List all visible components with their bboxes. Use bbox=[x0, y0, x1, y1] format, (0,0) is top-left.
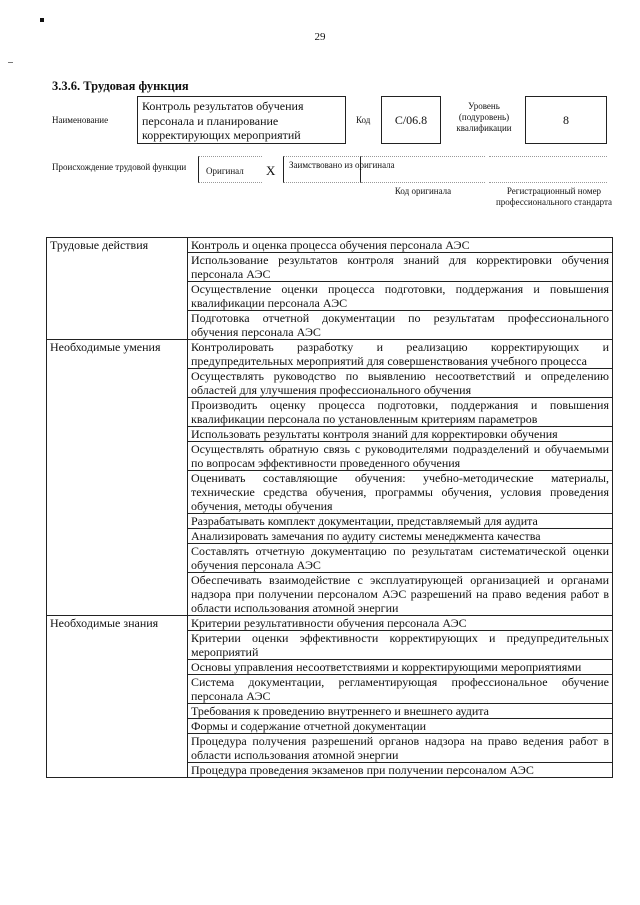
section-category: Трудовые действия bbox=[47, 238, 188, 340]
name-label: Наименование bbox=[52, 115, 109, 125]
corner-mark bbox=[40, 18, 44, 22]
section-title: 3.3.6. Трудовая функция bbox=[52, 79, 189, 93]
function-table bbox=[46, 237, 613, 778]
section-category: Необходимые умения bbox=[47, 340, 188, 616]
margin-tick bbox=[8, 62, 13, 63]
table-item: Процедура проведения экзаменов при получении персоналом АЭС bbox=[188, 763, 613, 778]
origin-label: Происхождение трудовой функции bbox=[52, 162, 187, 172]
page-number: 29 bbox=[314, 31, 326, 43]
code-label: Код bbox=[356, 115, 371, 125]
table-item: Формы и содержание отчетной документации bbox=[188, 719, 613, 734]
table-item: Процедура получения разрешений органов надзора на право ведения работ в области использования атомной энергии bbox=[188, 734, 613, 763]
table-item: Система документации, регламентирующая профессиональное обучение персонала АЭС bbox=[188, 675, 613, 704]
table-item: Составлять отчетную документацию по результатам систематической оценки обучения персонала АЭС bbox=[188, 544, 613, 573]
original-x-mark: X bbox=[266, 163, 276, 178]
table-item: Подготовка отчетной документации по результатам профессионального обучения персонала АЭС bbox=[188, 311, 613, 340]
registration-number-label: Регистрационный номер профессионального стандарта bbox=[495, 186, 613, 207]
function-name-box: Контроль результатов обучения персонала и планирование корректирующих мероприятий bbox=[137, 96, 346, 144]
original-label: Оригинал bbox=[206, 166, 244, 176]
table-row bbox=[47, 616, 613, 631]
table-item: Производить оценку процесса подготовки, поддержания и повышения квалификации персонала по установленным критериям параметров bbox=[188, 398, 613, 427]
original-code-cell bbox=[361, 156, 485, 183]
table-item: Контролировать разработку и реализацию корректирующих и предупредительных мероприятий для совершенствования учебного процесса bbox=[188, 340, 613, 369]
function-code-box: С/06.8 bbox=[381, 96, 441, 144]
table-item: Осуществление оценки процесса подготовки, поддержания и повышения квалификации персонала АЭС bbox=[188, 282, 613, 311]
table-row bbox=[47, 238, 613, 253]
table-item: Оценивать составляющие обучения: учебно-методические материалы, технические средства обучения, программы обучения, условия проведения обучения, методы обучения bbox=[188, 471, 613, 514]
table-item: Использовать результаты контроля знаний для корректировки обучения bbox=[188, 427, 613, 442]
function-table-body bbox=[47, 238, 613, 778]
table-item: Разрабатывать комплект документации, представляемый для аудита bbox=[188, 514, 613, 529]
original-code-label: Код оригинала bbox=[394, 186, 452, 196]
table-item: Анализировать замечания по аудиту системы менеджмента качества bbox=[188, 529, 613, 544]
table-row bbox=[47, 340, 613, 369]
table-item: Критерии результативности обучения персонала АЭС bbox=[188, 616, 613, 631]
table-item: Контроль и оценка процесса обучения персонала АЭС bbox=[188, 238, 613, 253]
table-item: Требования к проведению внутреннего и внешнего аудита bbox=[188, 704, 613, 719]
table-item: Критерии оценки эффективности корректирующих и предупредительных мероприятий bbox=[188, 631, 613, 660]
table-item: Основы управления несоответствиями и корректирующими мероприятиями bbox=[188, 660, 613, 675]
table-item: Обеспечивать взаимодействие с эксплуатирующей организацией и органами надзора при получении персоналом АЭС разрешений на право ведения работ в области использования атомной энергии bbox=[188, 573, 613, 616]
registration-number-cell bbox=[489, 156, 607, 183]
table-item: Осуществлять руководство по выявлению несоответствий и определению областей для улучшения профессионального обучения bbox=[188, 369, 613, 398]
qualification-level-box: 8 bbox=[525, 96, 607, 144]
section-category: Необходимые знания bbox=[47, 616, 188, 778]
borrowed-label: Заимствовано из оригинала bbox=[289, 160, 395, 170]
table-item: Использование результатов контроля знаний для корректировки обучения персонала АЭС bbox=[188, 253, 613, 282]
qualification-level-label: Уровень (подуровень) квалификации bbox=[456, 101, 512, 133]
table-item: Осуществлять обратную связь с руководителями подразделений и обучаемыми по вопросам эффективности проведенного обучения bbox=[188, 442, 613, 471]
